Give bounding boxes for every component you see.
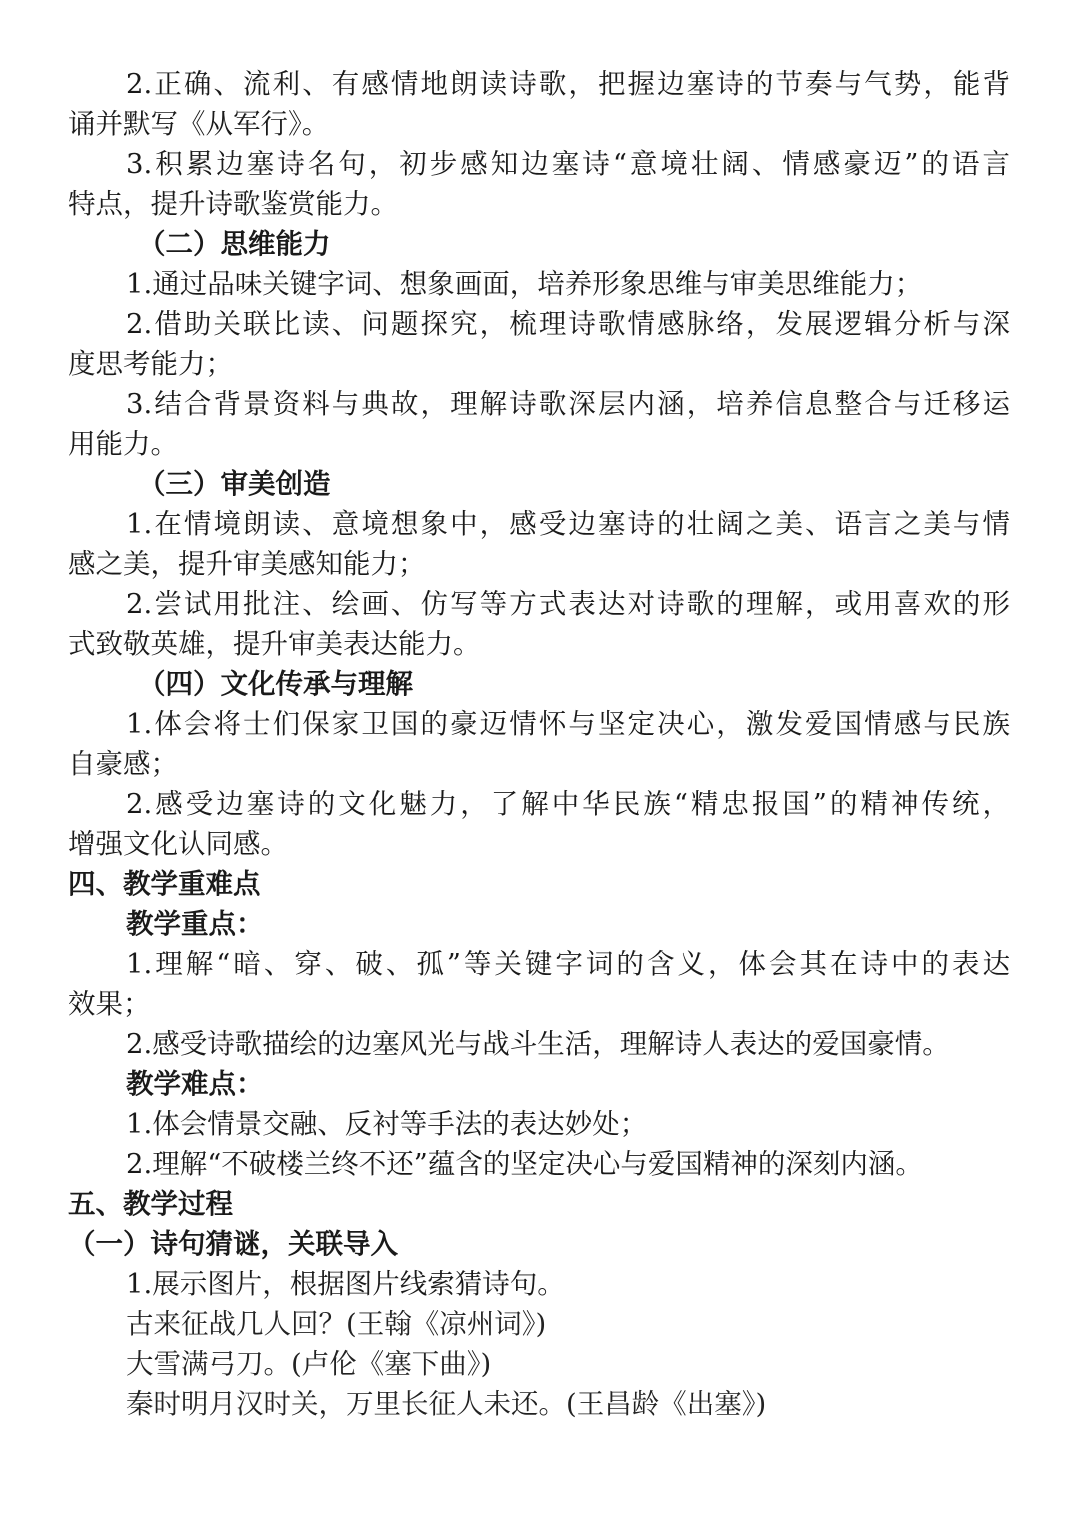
paragraph-line: 特点，提升诗歌鉴赏能力。 bbox=[68, 188, 398, 220]
subheading: 教学难点： bbox=[126, 1068, 264, 1100]
paragraph-line: 1.展示图片，根据图片线索猜诗句。 bbox=[126, 1268, 565, 1300]
section-heading: 四、教学重难点 bbox=[68, 868, 261, 900]
paragraph-line: 1.体会将士们保家卫国的豪迈情怀与坚定决心，激发爱国情感与民族 bbox=[126, 708, 1010, 740]
paragraph-line: 度思考能力； bbox=[68, 348, 233, 380]
paragraph-line: 2.借助关联比读、问题探究，梳理诗歌情感脉络，发展逻辑分析与深 bbox=[126, 308, 1010, 340]
paragraph-line: 1.通过品味关键字词、想象画面，培养形象思维与审美思维能力； bbox=[126, 268, 923, 300]
document-body bbox=[68, 64, 1010, 1424]
paragraph-line: 1.理解“暗、穿、破、孤”等关键字词的含义，体会其在诗中的表达 bbox=[126, 948, 1010, 980]
paragraph-line: 1.体会情景交融、反衬等手法的表达妙处； bbox=[126, 1108, 648, 1140]
poem-line: 古来征战几人回？(王翰《凉州词》) bbox=[126, 1308, 547, 1340]
paragraph-line: 感之美，提升审美感知能力； bbox=[68, 548, 426, 580]
section-heading: （一）诗句猜谜，关联导入 bbox=[68, 1228, 398, 1260]
subheading: 教学重点： bbox=[126, 908, 264, 940]
paragraph-line: 式致敬英雄，提升审美表达能力。 bbox=[68, 628, 481, 660]
subsection-heading: （三）审美创造 bbox=[138, 468, 331, 500]
paragraph-line: 2.理解“不破楼兰终不还”蕴含的坚定决心与爱国精神的深刻内涵。 bbox=[126, 1148, 923, 1180]
paragraph-line: 用能力。 bbox=[68, 428, 178, 460]
paragraph-line: 效果； bbox=[68, 988, 151, 1020]
poem-line: 大雪满弓刀。(卢伦《塞下曲》) bbox=[126, 1348, 492, 1380]
subsection-heading: （四）文化传承与理解 bbox=[138, 668, 413, 700]
paragraph-line: 3.结合背景资料与典故，理解诗歌深层内涵，培养信息整合与迁移运 bbox=[126, 388, 1010, 420]
paragraph-line: 3.积累边塞诗名句，初步感知边塞诗“意境壮阔、情感豪迈”的语言 bbox=[126, 148, 1010, 180]
section-heading: 五、教学过程 bbox=[68, 1188, 233, 1220]
paragraph-line: 1.在情境朗读、意境想象中，感受边塞诗的壮阔之美、语言之美与情 bbox=[126, 508, 1010, 540]
paragraph-line: 2.感受诗歌描绘的边塞风光与战斗生活，理解诗人表达的爱国豪情。 bbox=[126, 1028, 950, 1060]
paragraph-line: 增强文化认同感。 bbox=[68, 828, 288, 860]
paragraph-line: 2.正确、流利、有感情地朗读诗歌，把握边塞诗的节奏与气势，能背 bbox=[126, 68, 1010, 100]
paragraph-line: 诵并默写《从军行》。 bbox=[68, 108, 330, 140]
subsection-heading: （二）思维能力 bbox=[138, 228, 331, 260]
paragraph-line: 2.感受边塞诗的文化魅力，了解中华民族“精忠报国”的精神传统， bbox=[126, 788, 1010, 820]
poem-line: 秦时明月汉时关，万里长征人未还。(王昌龄《出塞》) bbox=[126, 1388, 767, 1420]
paragraph-line: 2.尝试用批注、绘画、仿写等方式表达对诗歌的理解，或用喜欢的形 bbox=[126, 588, 1010, 620]
paragraph-line: 自豪感； bbox=[68, 748, 178, 780]
